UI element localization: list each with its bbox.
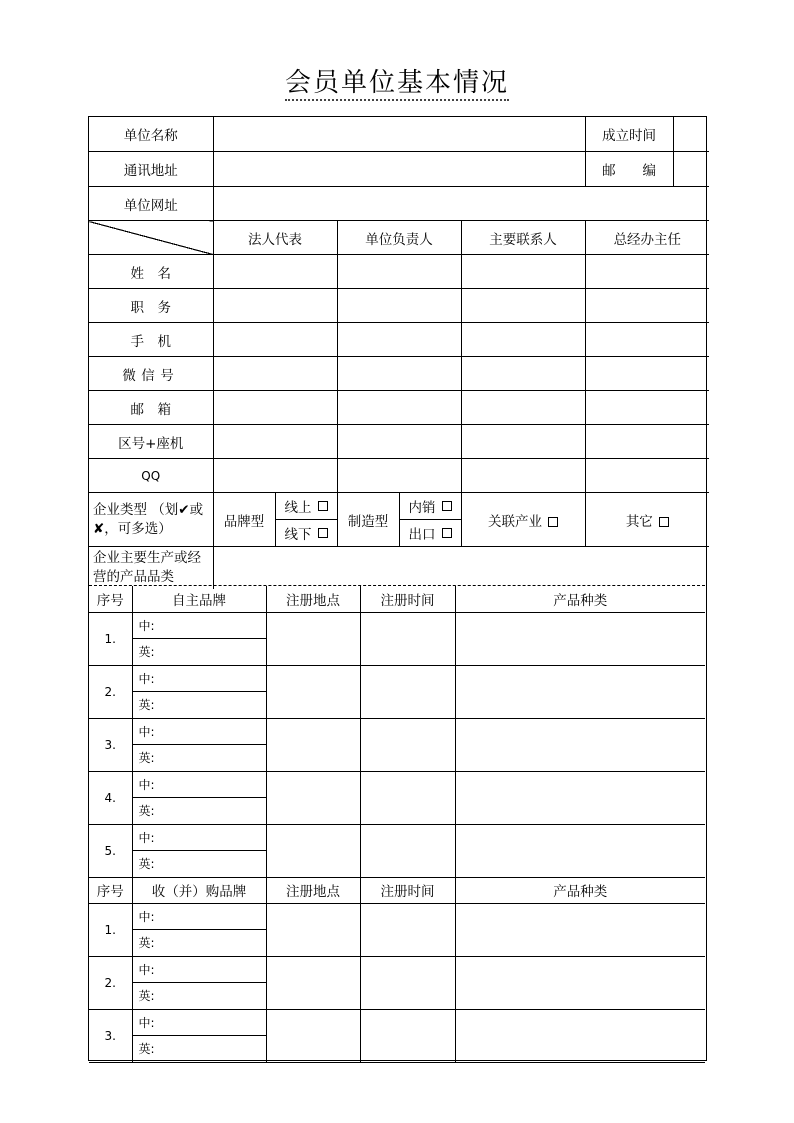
postcode-field[interactable] — [674, 152, 710, 186]
row-email-label: 邮 箱 — [89, 391, 213, 425]
input-cell[interactable] — [455, 956, 705, 1009]
brand-en-field[interactable]: 英: — [132, 692, 266, 719]
input-cell[interactable] — [461, 425, 585, 459]
checkbox-icon[interactable] — [318, 528, 328, 538]
brand-cn-field[interactable]: 中: — [132, 771, 266, 798]
col-office-director: 总经办主任 — [585, 221, 709, 255]
header-reg-place: 注册地点 — [266, 586, 360, 612]
address-field[interactable] — [213, 152, 585, 187]
enterprise-type-label: 企业类型 （划✔或✘，可多选） — [89, 493, 213, 547]
related-industry-option[interactable]: 关联产业 — [461, 493, 585, 547]
unit-name-label: 单位名称 — [89, 117, 213, 152]
input-cell[interactable] — [337, 425, 461, 459]
input-cell[interactable] — [455, 612, 705, 665]
website-label: 单位网址 — [89, 187, 213, 221]
input-cell[interactable] — [585, 323, 709, 357]
products-field[interactable] — [213, 547, 709, 590]
input-cell[interactable] — [337, 289, 461, 323]
header-no: 序号 — [89, 877, 132, 903]
export-option[interactable]: 出口 — [400, 520, 461, 546]
brand-cn-field[interactable]: 中: — [132, 665, 266, 692]
checkbox-icon[interactable] — [442, 528, 452, 538]
brand-cn-field[interactable]: 中: — [132, 903, 266, 930]
row-number: 4. — [89, 771, 132, 824]
input-cell[interactable] — [337, 357, 461, 391]
brand-en-field[interactable]: 英: — [132, 639, 266, 666]
input-cell[interactable] — [461, 289, 585, 323]
brand-en-field[interactable]: 英: — [132, 798, 266, 825]
input-cell[interactable] — [585, 289, 709, 323]
row-qq-label: QQ — [89, 459, 213, 493]
brand-cn-field[interactable]: 中: — [132, 1009, 266, 1036]
brand-cn-field[interactable]: 中: — [132, 612, 266, 639]
header-product-type: 产品种类 — [455, 877, 705, 903]
row-number: 2. — [89, 956, 132, 1009]
col-unit-head: 单位负责人 — [337, 221, 461, 255]
row-number: 1. — [89, 903, 132, 956]
row-name-label: 姓 名 — [89, 255, 213, 289]
input-cell[interactable] — [360, 824, 455, 877]
input-cell[interactable] — [266, 665, 360, 718]
checkbox-icon[interactable] — [659, 517, 669, 527]
input-cell[interactable] — [461, 323, 585, 357]
input-cell[interactable] — [360, 1009, 455, 1062]
input-cell[interactable] — [213, 459, 337, 493]
brand-en-field[interactable]: 英: — [132, 745, 266, 772]
input-cell[interactable] — [337, 459, 461, 493]
row-number: 2. — [89, 665, 132, 718]
brand-cn-field[interactable]: 中: — [132, 956, 266, 983]
input-cell[interactable] — [337, 323, 461, 357]
diagonal-header-cell — [89, 221, 213, 255]
brand-en-field[interactable]: 英: — [132, 983, 266, 1010]
input-cell[interactable] — [213, 289, 337, 323]
input-cell[interactable] — [213, 425, 337, 459]
brand-en-field[interactable]: 英: — [132, 1036, 266, 1063]
brand-cn-field[interactable]: 中: — [132, 718, 266, 745]
input-cell[interactable] — [266, 824, 360, 877]
header-reg-time: 注册时间 — [360, 586, 455, 612]
input-cell[interactable] — [360, 718, 455, 771]
checkbox-icon[interactable] — [442, 501, 452, 511]
header-no: 序号 — [89, 586, 132, 612]
row-number: 5. — [89, 824, 132, 877]
row-wechat-label: 微信号 — [89, 357, 213, 391]
input-cell[interactable] — [461, 391, 585, 425]
row-mobile-label: 手 机 — [89, 323, 213, 357]
brands-table — [89, 586, 705, 1063]
input-cell[interactable] — [461, 459, 585, 493]
row-number: 1. — [89, 612, 132, 665]
basic-info-table — [89, 117, 709, 589]
header-product-type: 产品种类 — [455, 586, 705, 612]
input-cell[interactable] — [585, 391, 709, 425]
input-cell[interactable] — [461, 357, 585, 391]
input-cell[interactable] — [213, 391, 337, 425]
member-form — [88, 116, 707, 1061]
col-legal-rep: 法人代表 — [213, 221, 337, 255]
col-main-contact: 主要联系人 — [461, 221, 585, 255]
input-cell[interactable] — [455, 824, 705, 877]
input-cell[interactable] — [461, 255, 585, 289]
header-reg-place: 注册地点 — [266, 877, 360, 903]
row-phone-label: 区号+座机 — [89, 425, 213, 459]
founded-field[interactable] — [674, 117, 710, 151]
input-cell[interactable] — [455, 903, 705, 956]
input-cell[interactable] — [360, 771, 455, 824]
input-cell[interactable] — [266, 1009, 360, 1062]
products-label: 企业主要生产或经营的产品品类 — [89, 547, 213, 590]
offline-option[interactable]: 线下 — [276, 520, 337, 546]
input-cell[interactable] — [266, 718, 360, 771]
input-cell[interactable] — [266, 956, 360, 1009]
input-cell[interactable] — [455, 771, 705, 824]
header-own-brand: 自主品牌 — [132, 586, 266, 612]
input-cell[interactable] — [266, 903, 360, 956]
input-cell[interactable] — [455, 665, 705, 718]
checkbox-icon[interactable] — [548, 517, 558, 527]
input-cell[interactable] — [360, 903, 455, 956]
other-option[interactable]: 其它 — [585, 493, 709, 547]
manufacturing-type-label: 制造型 — [337, 493, 399, 547]
input-cell[interactable] — [360, 956, 455, 1009]
input-cell[interactable] — [360, 665, 455, 718]
header-acquired-brand: 收（并）购品牌 — [132, 877, 266, 903]
input-cell[interactable] — [213, 357, 337, 391]
input-cell[interactable] — [337, 255, 461, 289]
founded-label: 成立时间 — [586, 117, 674, 151]
brand-cn-field[interactable]: 中: — [132, 824, 266, 851]
checkbox-icon[interactable] — [318, 501, 328, 511]
online-option[interactable]: 线上 — [276, 493, 337, 520]
address-label: 通讯地址 — [89, 152, 213, 187]
postcode-label: 邮 编 — [586, 152, 674, 186]
brand-en-field[interactable]: 英: — [132, 851, 266, 878]
row-number: 3. — [89, 1009, 132, 1062]
input-cell[interactable] — [585, 459, 709, 493]
unit-name-field[interactable] — [213, 117, 585, 152]
input-cell[interactable] — [266, 771, 360, 824]
domestic-option[interactable]: 内销 — [400, 493, 461, 520]
input-cell[interactable] — [266, 612, 360, 665]
input-cell[interactable] — [213, 323, 337, 357]
brand-en-field[interactable]: 英: — [132, 930, 266, 957]
input-cell[interactable] — [455, 718, 705, 771]
input-cell[interactable] — [585, 255, 709, 289]
website-field[interactable] — [213, 187, 709, 221]
row-title-label: 职 务 — [89, 289, 213, 323]
header-reg-time: 注册时间 — [360, 877, 455, 903]
page-title: 会员单位基本情况 — [0, 62, 794, 99]
input-cell[interactable] — [360, 612, 455, 665]
input-cell[interactable] — [585, 425, 709, 459]
input-cell[interactable] — [337, 391, 461, 425]
brand-type-label: 品牌型 — [213, 493, 275, 547]
input-cell[interactable] — [213, 255, 337, 289]
row-number: 3. — [89, 718, 132, 771]
input-cell[interactable] — [455, 1009, 705, 1062]
input-cell[interactable] — [585, 357, 709, 391]
